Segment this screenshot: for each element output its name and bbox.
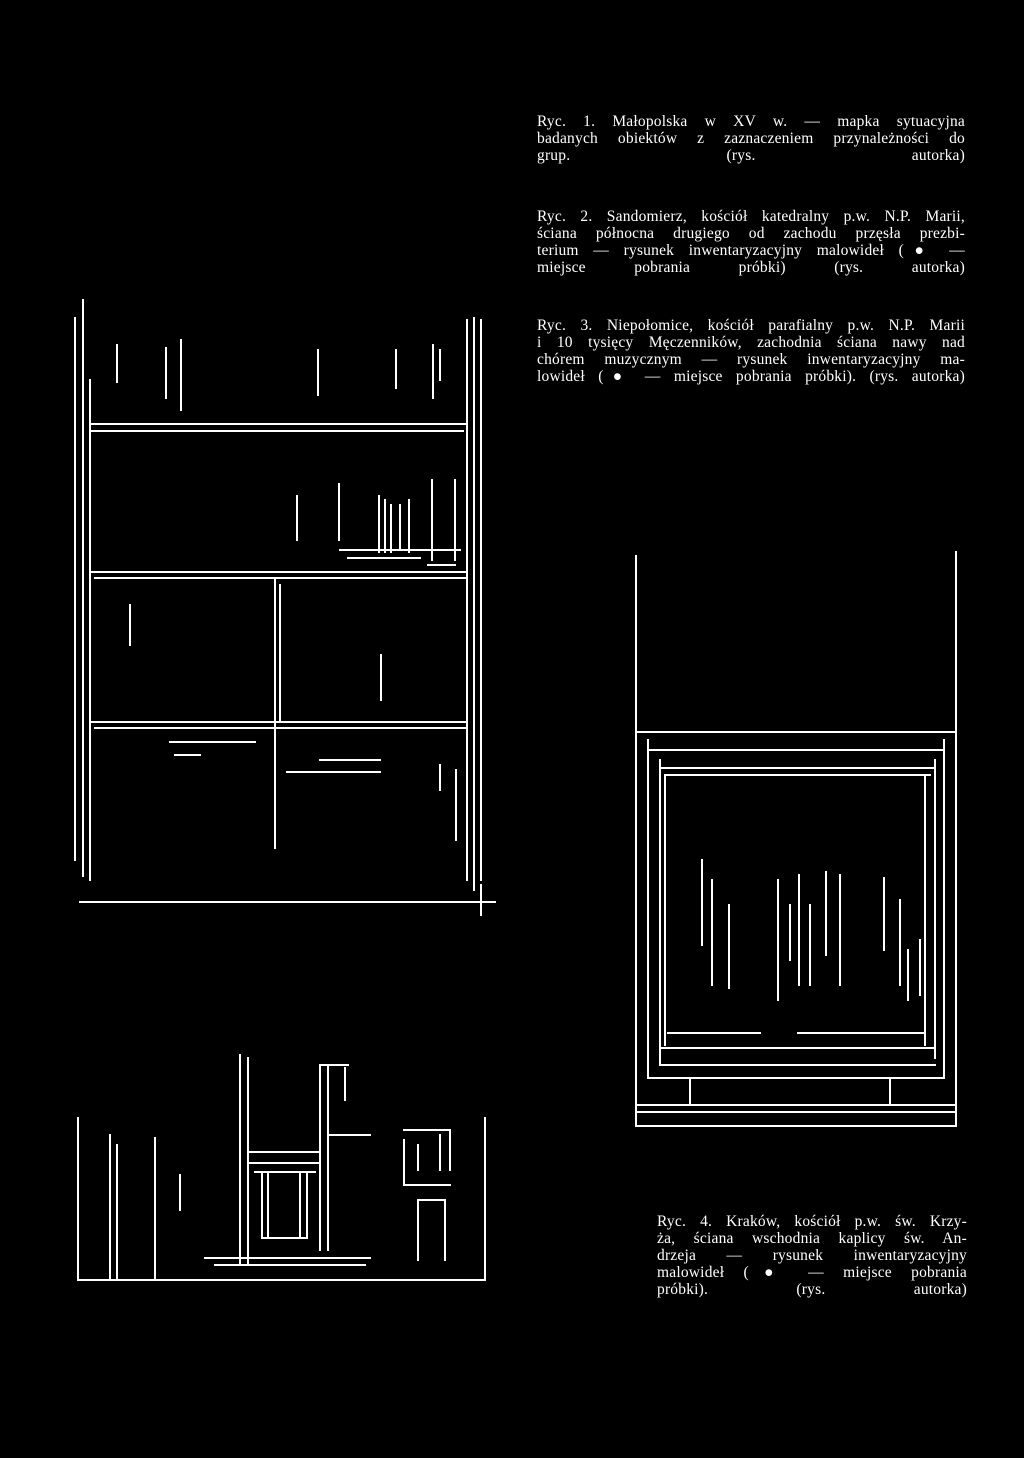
caption-line: terium — rysunek inwentaryzacyjny malowideł (● — bbox=[537, 242, 965, 259]
caption-line: Ryc. 3. Niepołomice, kościół parafialny p.w. N.P. Marii bbox=[537, 317, 965, 334]
caption-line: miejsce pobrania próbki) (rys. autorka) bbox=[537, 259, 965, 276]
caption-line: malowideł (● — miejsce pobrania bbox=[657, 1264, 967, 1281]
caption-line: drzeja — rysunek inwentaryzacyjny bbox=[657, 1247, 967, 1264]
caption-line: grup. (rys. autorka) bbox=[537, 147, 965, 164]
caption-line: chórem muzycznym — rysunek inwentaryzacyjny ma- bbox=[537, 351, 965, 368]
caption-line: Ryc. 1. Małopolska w XV w. — mapka sytuacyjna bbox=[537, 113, 965, 130]
caption-line: ściana północna drugiego od zachodu przęsła prezbi- bbox=[537, 225, 965, 242]
caption-line: i 10 tysięcy Męczenników, zachodnia ściana nawy nad bbox=[537, 334, 965, 351]
caption-line: badanych obiektów z zaznaczeniem przynależności do bbox=[537, 130, 965, 147]
caption-line: lowideł (● — miejsce pobrania próbki). (rys. autorka) bbox=[537, 368, 965, 385]
caption-line: ża, ściana wschodnia kaplicy św. An- bbox=[657, 1230, 967, 1247]
caption-line: Ryc. 2. Sandomierz, kościół katedralny p.w. N.P. Marii, bbox=[537, 208, 965, 225]
caption-line: Ryc. 4. Kraków, kościół p.w. św. Krzy- bbox=[657, 1213, 967, 1230]
caption-line: próbki). (rys. autorka) bbox=[657, 1281, 967, 1298]
